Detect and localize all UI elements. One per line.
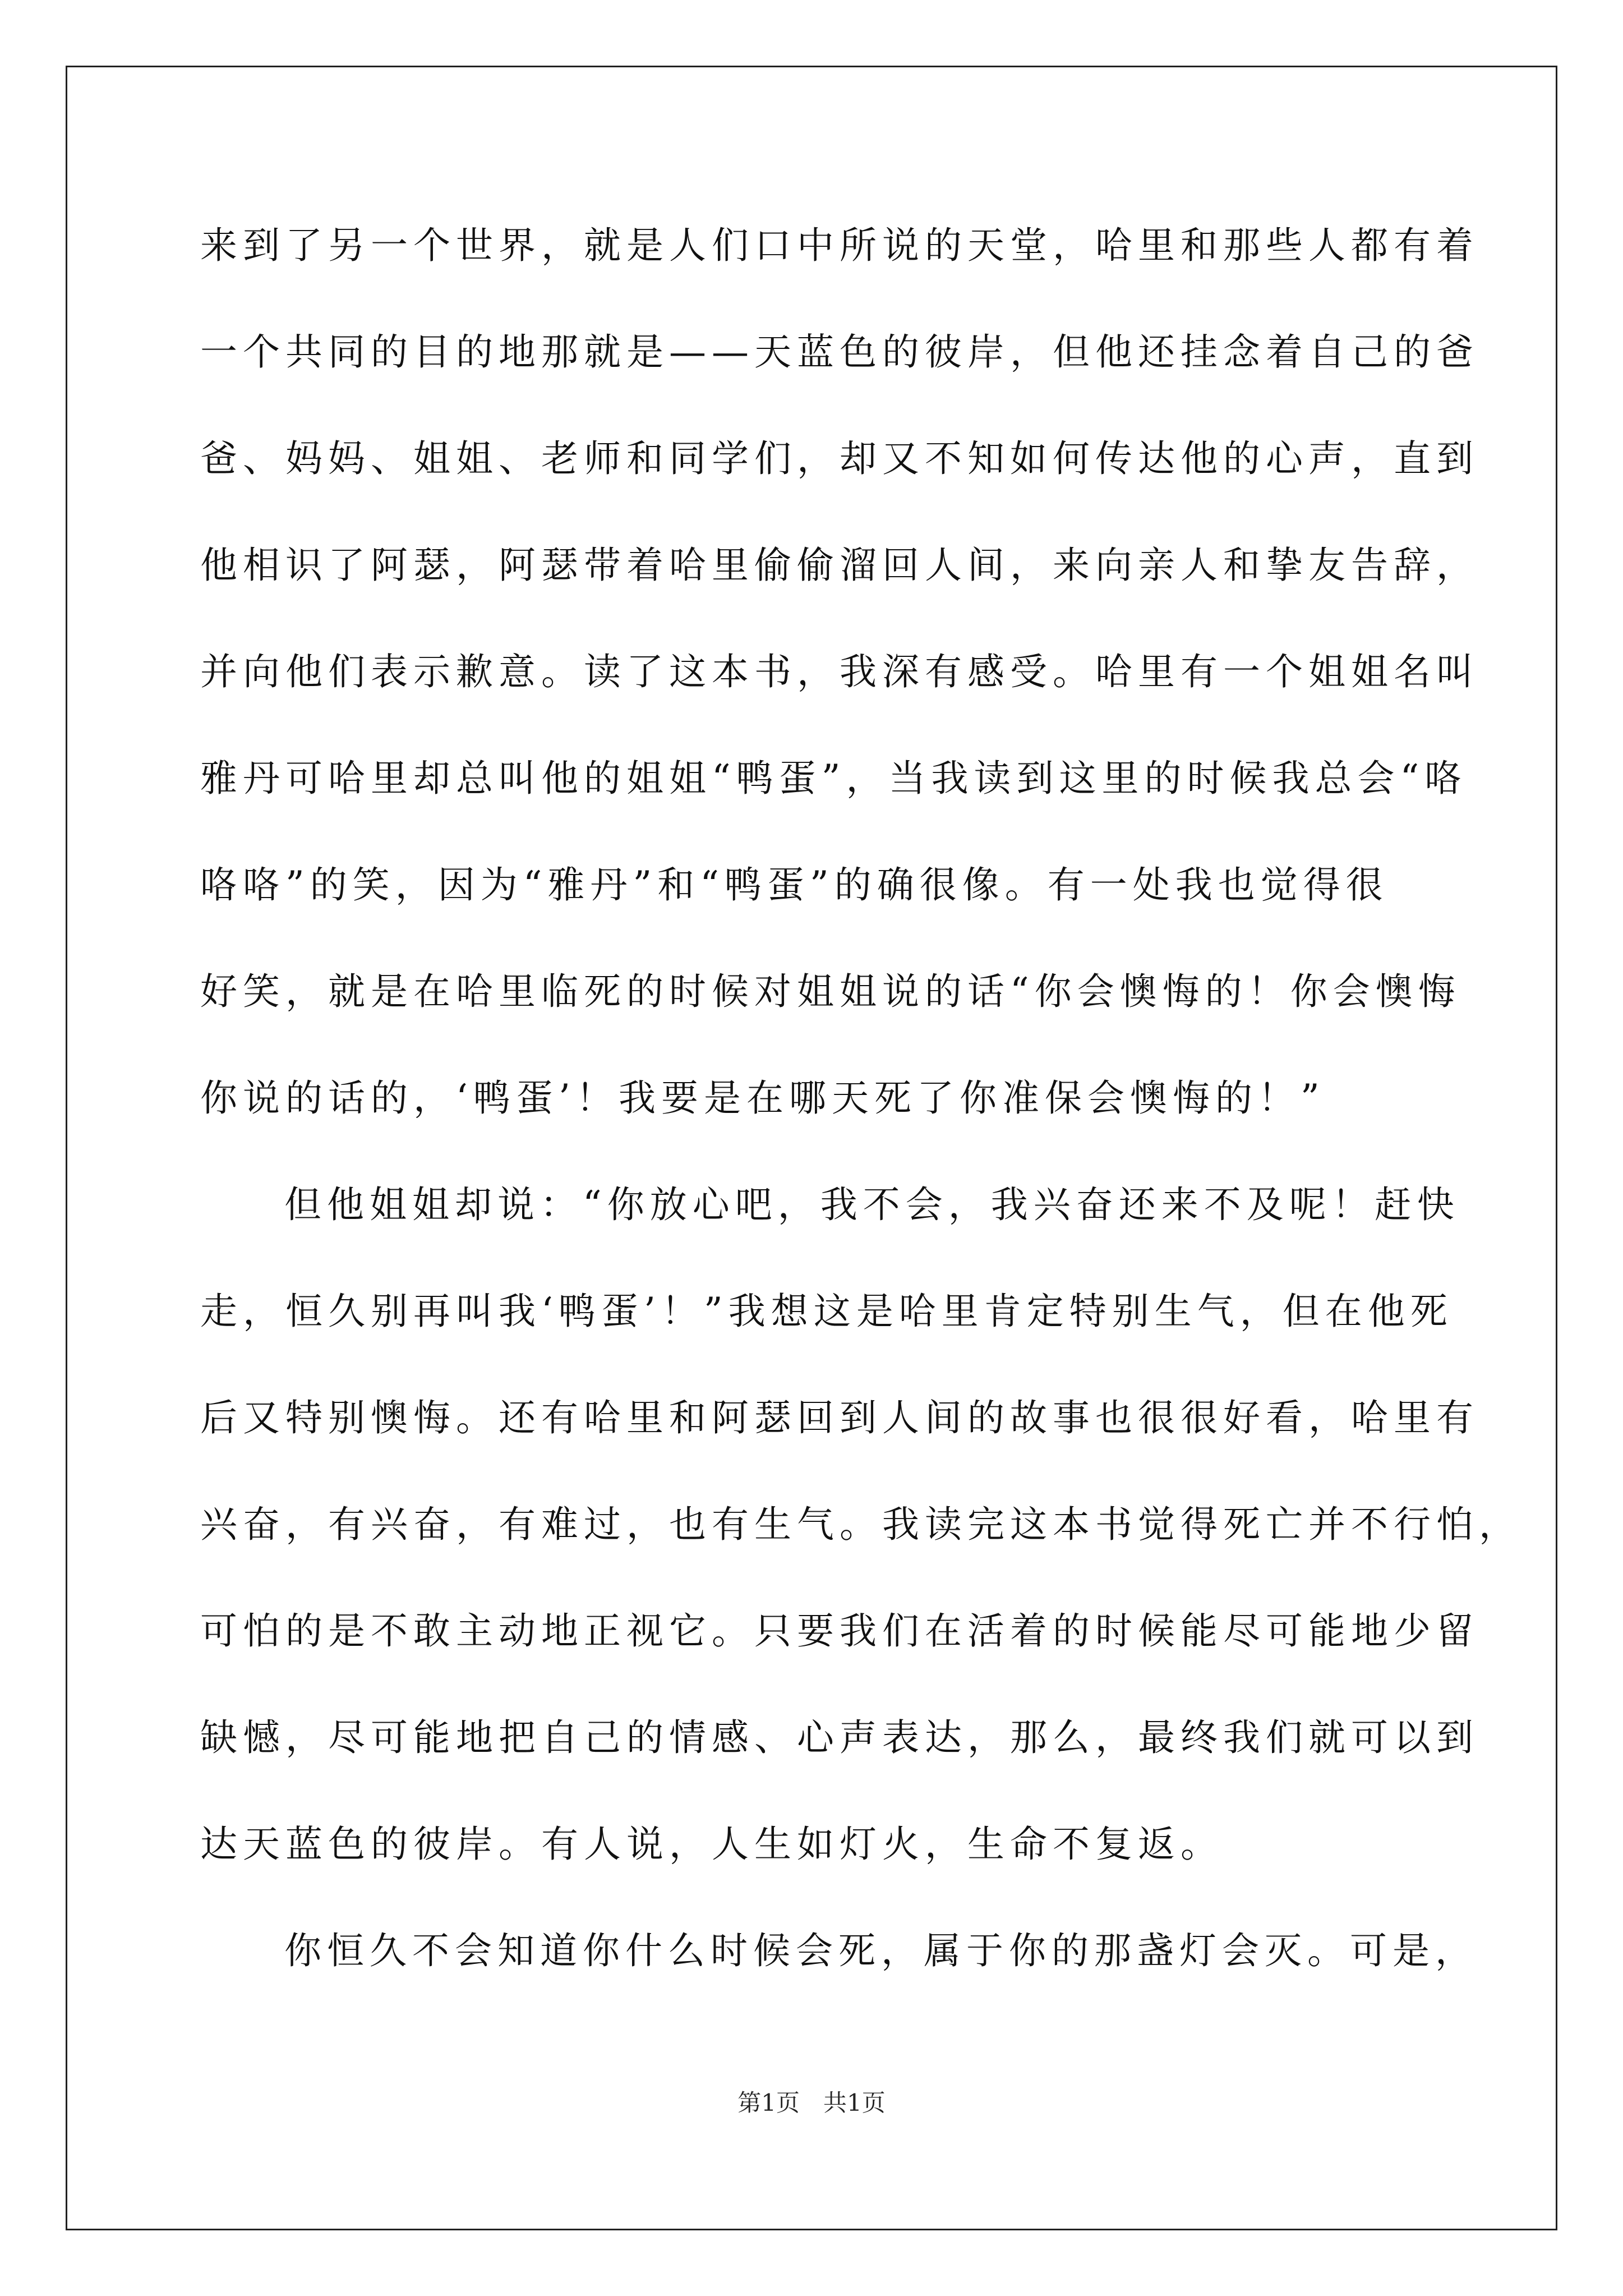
- text-line-17: 你恒久不会知道你什么时候会死，属于你的那盏灯会灭。可是，: [284, 1929, 1478, 1972]
- text-line-3: 爸、妈妈、姐姐、老师和同学们，却又不知如何传达他的心声，直到: [200, 437, 1479, 480]
- text-line-15: 缺憾，尽可能地把自己的情感、心声表达，那么，最终我们就可以到: [200, 1716, 1479, 1759]
- text-line-5: 并向他们表示歉意。读了这本书，我深有感受。哈里有一个姐姐名叫: [200, 650, 1479, 693]
- text-line-1: 来到了另一个世界，就是人们口中所说的天堂，哈里和那些人都有着: [200, 224, 1479, 267]
- text-line-14: 可怕的是不敢主动地正视它。只要我们在活着的时候能尽可能地少留: [200, 1609, 1479, 1653]
- text-line-11: 走，恒久别再叫我‘鸭蛋’！”我想这是哈里肯定特别生气，但在他死: [200, 1290, 1453, 1333]
- text-line-16: 达天蓝色的彼岸。有人说，人生如灯火，生命不复返。: [200, 1823, 1223, 1866]
- text-line-2: 一个共同的目的地那就是——天蓝色的彼岸，但他还挂念着自己的爸: [200, 330, 1479, 374]
- text-line-10: 但他姐姐却说：“你放心吧，我不会，我兴奋还来不及呢！赶快: [284, 1183, 1460, 1226]
- text-line-12: 后又特别懊悔。还有哈里和阿瑟回到人间的故事也很很好看，哈里有: [200, 1396, 1479, 1439]
- text-line-4: 他相识了阿瑟，阿瑟带着哈里偷偷溜回人间，来向亲人和挚友告辞，: [200, 544, 1479, 587]
- text-line-7: 咯咯”的笑，因为“雅丹”和“鸭蛋”的确很像。有一处我也觉得很: [200, 863, 1389, 907]
- text-line-13: 兴奋，有兴奋，有难过，也有生气。我读完这本书觉得死亡并不行怕，: [200, 1503, 1521, 1546]
- page-footer: 第1页 共1页: [737, 2089, 886, 2116]
- text-line-8: 好笑，就是在哈里临死的时候对姐姐说的话“你会懊悔的！你会懊悔: [200, 970, 1461, 1013]
- text-line-9: 你说的话的，‘鸭蛋’！我要是在哪天死了你准保会懊悔的！”: [200, 1076, 1325, 1120]
- page-border: [66, 66, 1557, 2230]
- text-line-6: 雅丹可哈里却总叫他的姐姐“鸭蛋”，当我读到这里的时候我总会“咯: [200, 757, 1468, 800]
